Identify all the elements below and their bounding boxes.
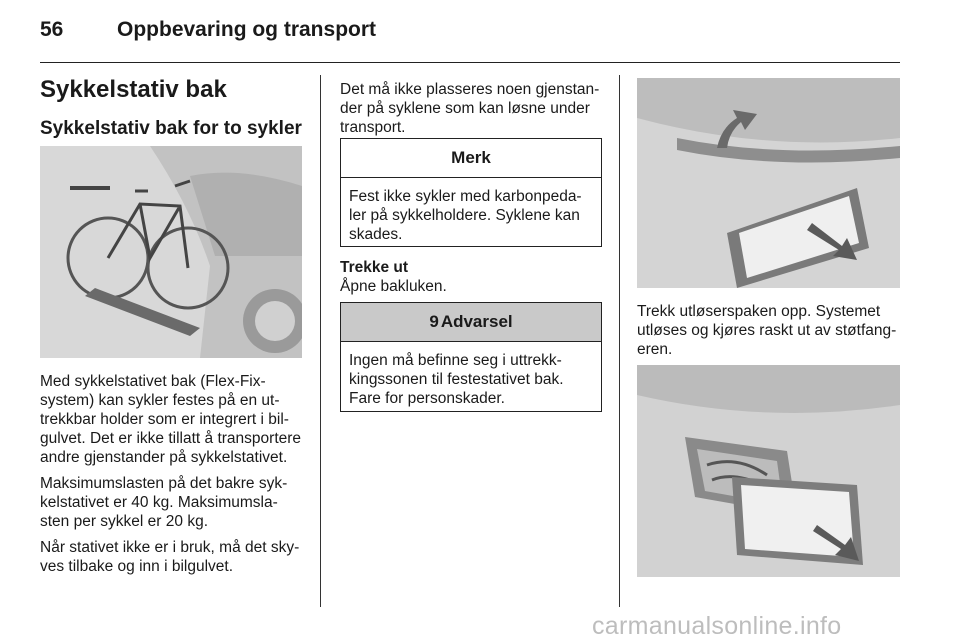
intro-paragraph: Med sykkelstativet bak (Flex-Fix- system) kan sykler festes på en ut- trekkbar holder som er integrert i bil- gulvet. Det er ikke tillatt å transportere andre gjenstander på sykkelstativet. [40,373,302,466]
warning-box [340,302,602,412]
bike-rack-illustration [40,146,302,358]
note-title: Merk [341,139,601,178]
warning-title: Advarsel [440,312,513,331]
storage-paragraph: Når stativet ikke er i bruk, må det sky- ves tilbake og inn i bilgulvet. [40,539,300,575]
chapter-title: Oppbevaring og transport [117,18,377,41]
watermark: carmanualsonline.info [592,612,842,640]
column-divider-2 [619,75,620,607]
column-divider-1 [320,75,321,607]
intro-text: Det må ikke plasseres noen gjenstan- der på syklene som kan løsne under transport. [340,81,600,136]
header-divider [40,62,900,63]
warning-icon: 9 [429,312,439,331]
section-text: Åpne bakluken. [340,278,447,295]
load-paragraph: Maksimumslasten på det bakre syk- kelstativet er 40 kg. Maksimumsla- sten per sykkel er 20 kg. [40,475,288,530]
warning-text: Ingen må befinne seg i uttrekk- kingssonen til festestativet bak. Fare for personskader. [349,352,564,407]
section-title: Trekke ut [340,259,409,276]
extended-rack-illustration [637,365,900,577]
note-text: Fest ikke sykler med karbonpeda- ler på sykkelholdere. Syklene kan skades. [349,188,582,243]
release-caption: Trekk utløserspaken opp. Systemet utløses og kjøres raskt ut av støtfang- eren. [637,303,897,358]
note-box [340,138,602,247]
release-lever-illustration [637,78,900,288]
page-number: 56 [40,18,64,41]
section-subheading: Sykkelstativ bak for to sykler [40,118,302,139]
section-heading: Sykkelstativ bak [40,76,227,103]
